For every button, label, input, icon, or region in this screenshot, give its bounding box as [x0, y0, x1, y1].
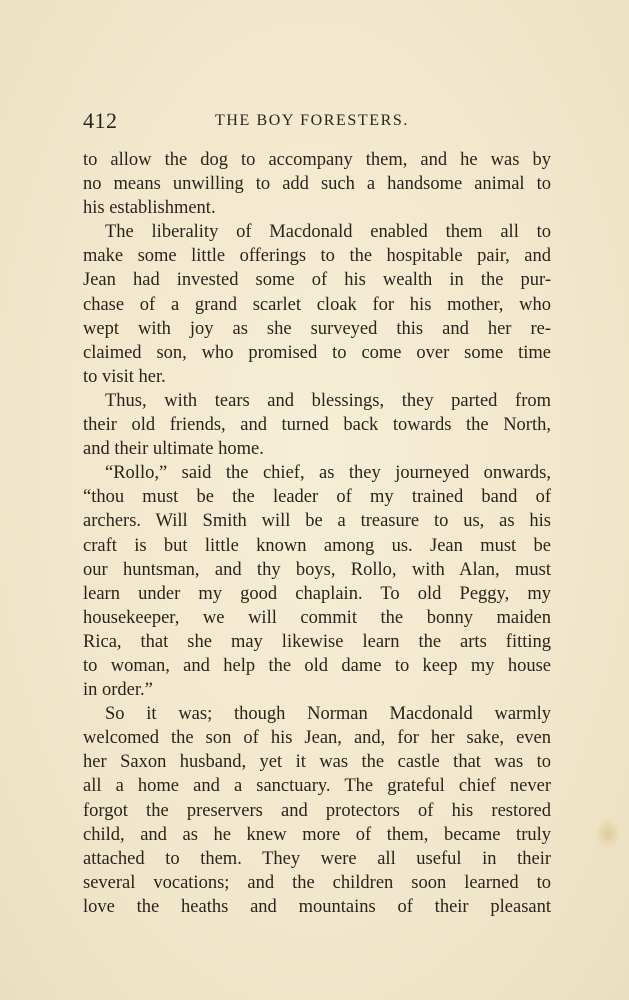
paper-stain [595, 818, 621, 850]
text-line: chase of a grand scarlet cloak for his mother, who [83, 294, 551, 315]
running-title: THE BOY FORESTERS. [215, 112, 410, 129]
text-line: our huntsman, and thy boys, Rollo, with Alan, must [83, 559, 551, 580]
text-line: archers. Will Smith will be a treasure to us, as his [83, 511, 551, 532]
text-line: in order.” [83, 680, 153, 701]
text-line: her Saxon husband, yet it was the castle that was to [83, 752, 551, 773]
text-line: their old friends, and turned back towards the North, [83, 415, 551, 436]
paragraph-start-line: “Rollo,” said the chief, as they journeyed onwards, [105, 463, 551, 484]
text-line: his establishment. [83, 198, 216, 219]
text-line: welcomed the son of his Jean, and, for her sake, even [83, 728, 551, 749]
text-line: several vocations; and the children soon learned to [83, 872, 551, 893]
text-line: no means unwilling to add such a handsome animal to [83, 174, 551, 195]
paragraph-start-line: So it was; though Norman Macdonald warmly [105, 704, 551, 725]
text-line: Jean had invested some of his wealth in the pur- [83, 270, 551, 291]
text-line: love the heaths and mountains of their pleasant [83, 896, 551, 917]
text-line: child, and as he knew more of them, became truly [83, 824, 551, 845]
paragraph-start-line: Thus, with tears and blessings, they parted from [105, 390, 551, 411]
text-line: Rica, that she may likewise learn the arts fitting [83, 631, 551, 652]
text-line: claimed son, who promised to come over some time [83, 342, 551, 363]
running-head [83, 108, 551, 136]
text-line: to visit her. [83, 366, 166, 387]
text-line: and their ultimate home. [83, 439, 264, 460]
text-line: to allow the dog to accompany them, and he was by [83, 150, 551, 170]
body-text [83, 148, 551, 919]
text-line: attached to them. They were all useful in their [83, 848, 551, 869]
text-line: all a home and a sanctuary. The grateful chief never [83, 776, 551, 797]
text-line: to woman, and help the old dame to keep my house [83, 655, 551, 676]
text-line: wept with joy as she surveyed this and her re- [83, 318, 551, 339]
page-number: 412 [83, 108, 118, 133]
text-line: housekeeper, we will commit the bonny maiden [83, 607, 551, 628]
text-line: craft is but little known among us. Jean must be [83, 535, 551, 556]
text-line: “thou must be the leader of my trained band of [83, 487, 551, 508]
text-line: learn under my good chaplain. To old Peggy, my [83, 583, 551, 604]
text-line: make some little offerings to the hospitable pair, and [83, 246, 551, 267]
paragraph-start-line: The liberality of Macdonald enabled them all to [105, 222, 551, 243]
text-line: forgot the preservers and protectors of his restored [83, 800, 551, 821]
